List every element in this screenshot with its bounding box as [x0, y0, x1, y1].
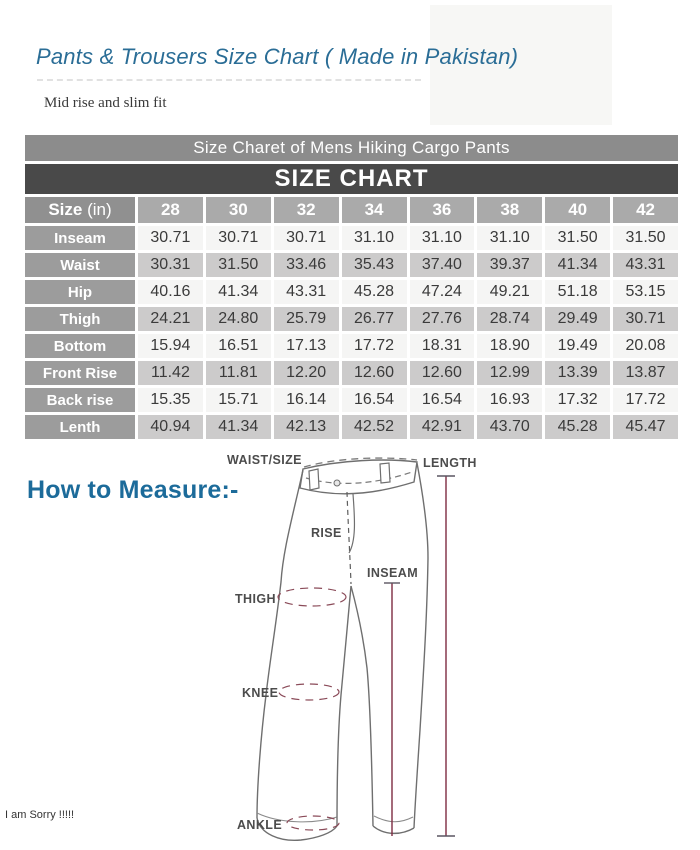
cell: 28.74 — [477, 307, 542, 331]
cell: 13.87 — [613, 361, 678, 385]
cell: 12.60 — [410, 361, 475, 385]
cell: 42.91 — [410, 415, 475, 439]
cell: 18.31 — [410, 334, 475, 358]
cell: 15.94 — [138, 334, 203, 358]
cell: 20.08 — [613, 334, 678, 358]
column-header-36: 36 — [410, 197, 475, 223]
cell: 45.28 — [342, 280, 407, 304]
column-header-42: 42 — [613, 197, 678, 223]
table-row-thigh — [25, 307, 678, 331]
cell: 27.76 — [410, 307, 475, 331]
table-row-lenth — [25, 415, 678, 439]
cell: 12.60 — [342, 361, 407, 385]
table-caption: Size Charet of Mens Hiking Cargo Pants — [25, 135, 678, 161]
cell: 42.13 — [274, 415, 339, 439]
row-label: Bottom — [25, 334, 135, 358]
cell: 30.71 — [613, 307, 678, 331]
cell: 51.18 — [545, 280, 610, 304]
cell: 16.54 — [410, 388, 475, 412]
cell: 11.81 — [206, 361, 271, 385]
row-label: Waist — [25, 253, 135, 277]
cell: 31.50 — [206, 253, 271, 277]
cell: 43.31 — [274, 280, 339, 304]
cell: 12.99 — [477, 361, 542, 385]
ankle-label: ANKLE — [237, 818, 283, 832]
cell: 30.71 — [206, 226, 271, 250]
cell: 43.70 — [477, 415, 542, 439]
row-label: Thigh — [25, 307, 135, 331]
how-to-measure-heading: How to Measure:- — [27, 476, 239, 504]
cell: 40.16 — [138, 280, 203, 304]
inseam-label: INSEAM — [367, 566, 419, 580]
cell: 18.90 — [477, 334, 542, 358]
cell: 17.72 — [342, 334, 407, 358]
fly-curve — [349, 494, 354, 553]
knee-label: KNEE — [242, 686, 279, 700]
cell: 45.47 — [613, 415, 678, 439]
sorry-note: I am Sorry !!!!! — [5, 809, 75, 821]
row-label: Back rise — [25, 388, 135, 412]
row-label: Front Rise — [25, 361, 135, 385]
cell: 41.34 — [206, 280, 271, 304]
cell: 16.51 — [206, 334, 271, 358]
cell: 31.10 — [410, 226, 475, 250]
ankle-ellipse — [287, 816, 339, 830]
size-chart-table — [22, 132, 681, 442]
cell: 17.13 — [274, 334, 339, 358]
row-label: Inseam — [25, 226, 135, 250]
thigh-label: THIGH — [235, 592, 276, 606]
right-hem-bottom — [373, 826, 414, 833]
cell: 33.46 — [274, 253, 339, 277]
column-header-34: 34 — [342, 197, 407, 223]
cell: 41.34 — [206, 415, 271, 439]
cell: 16.54 — [342, 388, 407, 412]
cell: 30.31 — [138, 253, 203, 277]
right-hem-cuff — [374, 816, 413, 822]
cell: 16.14 — [274, 388, 339, 412]
table-banner: SIZE CHART — [25, 164, 678, 194]
column-header-row — [25, 197, 678, 223]
cell: 17.32 — [545, 388, 610, 412]
cell: 16.93 — [477, 388, 542, 412]
right-outer-seam — [414, 463, 428, 828]
cell: 17.72 — [613, 388, 678, 412]
column-header-32: 32 — [274, 197, 339, 223]
cell: 31.50 — [613, 226, 678, 250]
left-inner-seam — [337, 586, 351, 826]
cell: 15.35 — [138, 388, 203, 412]
length-label: LENGTH — [423, 456, 477, 470]
right-inner-seam — [351, 586, 373, 826]
cell: 12.20 — [274, 361, 339, 385]
column-header-30: 30 — [206, 197, 271, 223]
cell: 45.28 — [545, 415, 610, 439]
cell: 42.52 — [342, 415, 407, 439]
table-row-back-rise — [25, 388, 678, 412]
corner-label: Size — [48, 200, 83, 219]
cell: 47.24 — [410, 280, 475, 304]
cell: 40.94 — [138, 415, 203, 439]
cell: 39.37 — [477, 253, 542, 277]
cell: 26.77 — [342, 307, 407, 331]
cell: 29.49 — [545, 307, 610, 331]
rise-dashed-line — [347, 492, 351, 584]
cell: 43.31 — [613, 253, 678, 277]
cell: 31.50 — [545, 226, 610, 250]
corner-header — [25, 197, 135, 223]
table-banner-row — [25, 164, 678, 194]
cell: 49.21 — [477, 280, 542, 304]
cell: 30.71 — [274, 226, 339, 250]
cell: 24.21 — [138, 307, 203, 331]
corner-unit: (in) — [87, 200, 112, 219]
cell: 11.42 — [138, 361, 203, 385]
left-outer-seam — [257, 470, 303, 818]
table-row-front-rise — [25, 361, 678, 385]
cell: 25.79 — [274, 307, 339, 331]
cell: 15.71 — [206, 388, 271, 412]
table-row-bottom — [25, 334, 678, 358]
waist-size-label: WAIST/SIZE — [227, 453, 302, 467]
table-row-inseam — [25, 226, 678, 250]
pants-measure-diagram — [195, 448, 505, 850]
waist-button — [334, 480, 340, 486]
thigh-ellipse — [278, 588, 346, 606]
table-row-hip — [25, 280, 678, 304]
column-header-28: 28 — [138, 197, 203, 223]
column-header-40: 40 — [545, 197, 610, 223]
column-header-38: 38 — [477, 197, 542, 223]
cell: 19.49 — [545, 334, 610, 358]
cell: 24.80 — [206, 307, 271, 331]
cell: 37.40 — [410, 253, 475, 277]
cell: 53.15 — [613, 280, 678, 304]
cell: 13.39 — [545, 361, 610, 385]
title-divider — [37, 79, 421, 81]
page-title: Pants & Trousers Size Chart ( Made in Pakistan) — [36, 44, 519, 69]
row-label: Hip — [25, 280, 135, 304]
belt-loop-right — [380, 463, 390, 483]
cell: 31.10 — [477, 226, 542, 250]
row-label: Lenth — [25, 415, 135, 439]
cell: 31.10 — [342, 226, 407, 250]
cell: 41.34 — [545, 253, 610, 277]
belt-loop-left — [309, 469, 319, 490]
cell: 30.71 — [138, 226, 203, 250]
knee-ellipse — [279, 684, 339, 700]
table-caption-row — [25, 135, 678, 161]
rise-label: RISE — [311, 526, 342, 540]
cell: 35.43 — [342, 253, 407, 277]
table-row-waist — [25, 253, 678, 277]
fit-subtitle: Mid rise and slim fit — [44, 95, 167, 111]
